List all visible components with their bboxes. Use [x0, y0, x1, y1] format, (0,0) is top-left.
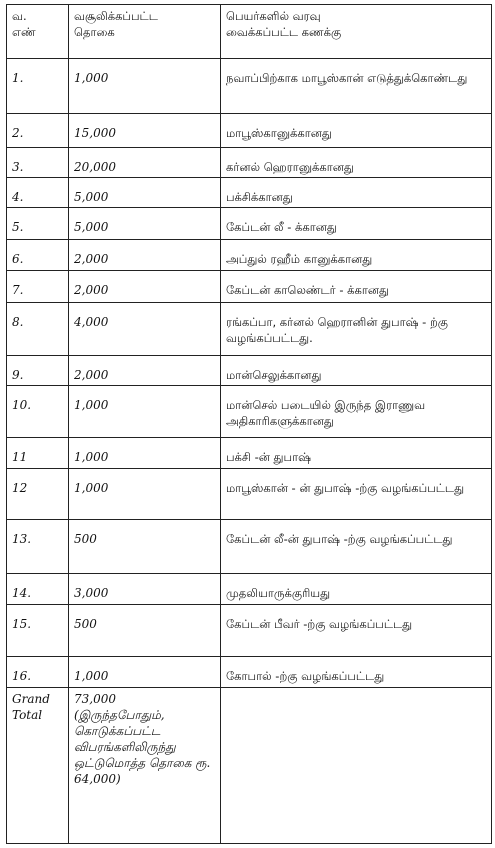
- row-amount: 2,000: [69, 271, 221, 303]
- row-serial: 5.: [7, 208, 69, 240]
- row-serial: 15.: [7, 605, 69, 657]
- row-amount: 20,000: [69, 148, 221, 178]
- row-description: கேப்டன் லீ - க்கானது: [221, 208, 492, 240]
- table-row: [7, 657, 492, 688]
- row-description: மான்செல் படையில் இருந்த இராணுவ அதிகாரிகளுக்கானது: [221, 386, 492, 438]
- row-serial: 3.: [7, 148, 69, 178]
- row-serial: 1.: [7, 59, 69, 114]
- row-serial: 14.: [7, 574, 69, 605]
- row-description: கேப்டன் பீவர் -ற்கு வழங்கப்பட்டது: [221, 605, 492, 657]
- table-row: [7, 520, 492, 574]
- row-serial: 11: [7, 438, 69, 469]
- header-description: பெயர்களில் வரவு வைக்கப்பட்ட கணக்கு: [221, 5, 492, 59]
- header-row: [7, 5, 492, 59]
- row-serial: 6.: [7, 240, 69, 271]
- row-description: அப்துல் ரஹீம் கானுக்கானது: [221, 240, 492, 271]
- row-description: முதலியாருக்குரியது: [221, 574, 492, 605]
- row-description: பக்சிக்கானது: [221, 178, 492, 208]
- row-description: ரங்கப்பா, கர்னல் ஹெரானின் துபாஷ் - ற்கு வழங்கப்பட்டது.: [221, 303, 492, 356]
- table-row: [7, 574, 492, 605]
- row-amount: 1,000: [69, 59, 221, 114]
- table-row: [7, 386, 492, 438]
- table-row: [7, 59, 492, 114]
- header-amount: வசூலிக்கப்பட்ட தொகை: [69, 5, 221, 59]
- table-row: [7, 469, 492, 520]
- table-row: [7, 208, 492, 240]
- row-amount: 5,000: [69, 178, 221, 208]
- row-amount: 4,000: [69, 303, 221, 356]
- row-serial: 2.: [7, 114, 69, 148]
- grand-total-description: [221, 688, 492, 844]
- table-row: [7, 303, 492, 356]
- row-description: பக்சி -ன் துபாஷ்: [221, 438, 492, 469]
- row-description: மாபூஸ்கான் - ன் துபாஷ் -ற்கு வழங்கப்பட்டது: [221, 469, 492, 520]
- row-amount: 500: [69, 520, 221, 574]
- row-amount: 1,000: [69, 469, 221, 520]
- table-row: [7, 148, 492, 178]
- row-amount: 15,000: [69, 114, 221, 148]
- row-serial: 8.: [7, 303, 69, 356]
- table-row: [7, 356, 492, 386]
- row-amount: 1,000: [69, 438, 221, 469]
- row-serial: 16.: [7, 657, 69, 688]
- row-serial: 10.: [7, 386, 69, 438]
- table-row: [7, 605, 492, 657]
- row-serial: 13.: [7, 520, 69, 574]
- row-amount: 1,000: [69, 386, 221, 438]
- table-row: [7, 240, 492, 271]
- row-serial: 7.: [7, 271, 69, 303]
- row-description: கேப்டன் லீ-ன் துபாஷ் -ற்கு வழங்கப்பட்டது: [221, 520, 492, 574]
- table-row: [7, 114, 492, 148]
- row-description: மான்செலுக்கானது: [221, 356, 492, 386]
- row-description: மாபூஸ்கானுக்கானது: [221, 114, 492, 148]
- table-row: [7, 438, 492, 469]
- row-serial: 9.: [7, 356, 69, 386]
- row-serial: 4.: [7, 178, 69, 208]
- row-amount: 500: [69, 605, 221, 657]
- grand-total-row: [7, 688, 492, 844]
- grand-total-label: Grand Total: [7, 688, 69, 844]
- row-amount: 5,000: [69, 208, 221, 240]
- row-amount: 2,000: [69, 356, 221, 386]
- row-description: கோபால் -ற்கு வழங்கப்பட்டது: [221, 657, 492, 688]
- row-description: கர்னல் ஹெரானுக்கானது: [221, 148, 492, 178]
- table-row: [7, 271, 492, 303]
- row-amount: 1,000: [69, 657, 221, 688]
- grand-total-amount: 73,000 (இருந்தபோதும், கொடுக்கப்பட்ட விபரங்களிலிருந்து ஒட்டுமொத்த தொகை ரூ. 64,000): [69, 688, 221, 844]
- amount-allocation-table: [6, 4, 492, 844]
- row-amount: 2,000: [69, 240, 221, 271]
- row-description: கேப்டன் காலெண்டர் - க்கானது: [221, 271, 492, 303]
- row-amount: 3,000: [69, 574, 221, 605]
- header-serial: வ. எண்: [7, 5, 69, 59]
- table-row: [7, 178, 492, 208]
- row-description: நவாப்பிற்காக மாபூஸ்கான் எடுத்துக்கொண்டது: [221, 59, 492, 114]
- row-serial: 12: [7, 469, 69, 520]
